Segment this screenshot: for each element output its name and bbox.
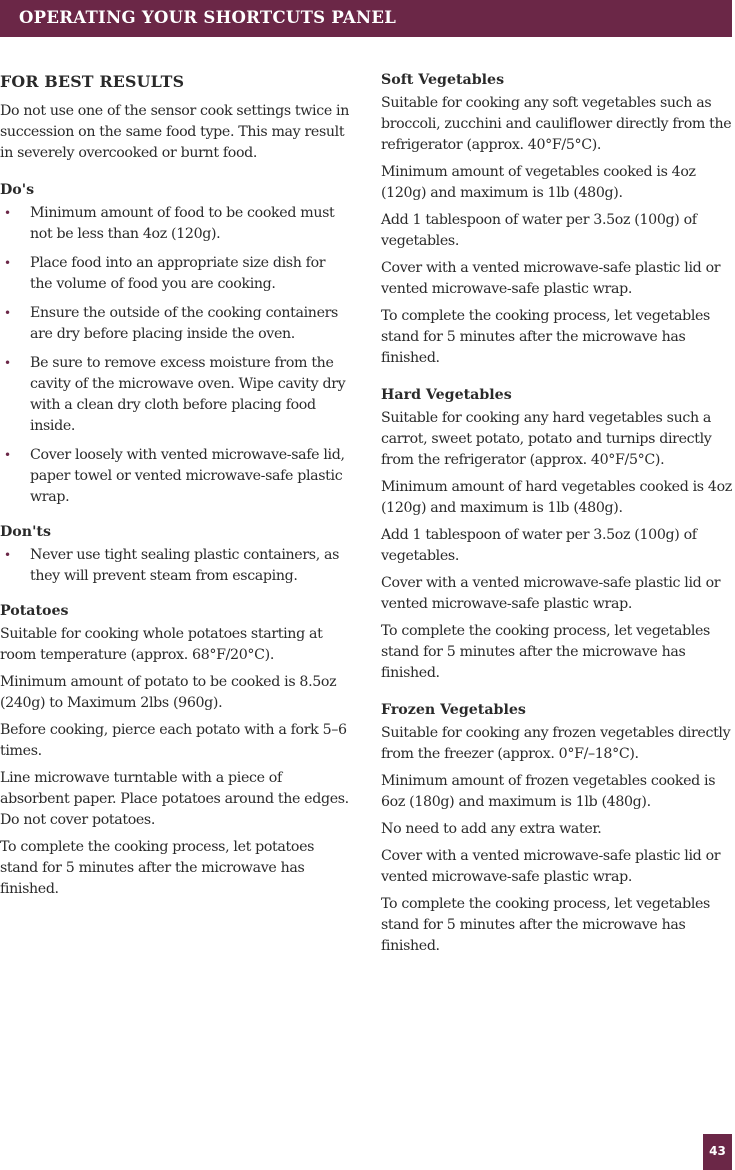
dos-heading: Do's [0, 182, 35, 198]
potatoes-paragraph: Suitable for cooking whole potatoes starting at room temperature (approx. 68°F/20°C). [0, 626, 323, 663]
list-item: • Be sure to remove excess moisture from the cavity of the microwave oven. Wipe cavity dry with a clean dry cloth before placing food inside. [4, 355, 346, 434]
soft-vegetables-paragraph: To complete the cooking process, let vegetables stand for 5 minutes after the microwave has finished. [381, 308, 710, 366]
hard-vegetables-paragraph: Cover with a vented microwave-safe plastic lid or vented microwave-safe plastic wrap. [381, 575, 721, 612]
page-title: OPERATING YOUR SHORTCUTS PANEL [19, 8, 397, 27]
hard-vegetables-paragraph: Add 1 tablespoon of water per 3.5oz (100g) of vegetables. [381, 527, 697, 564]
dos-list [0, 203, 350, 508]
bullet-icon: • [4, 206, 11, 220]
bullet-icon: • [4, 448, 11, 462]
frozen-vegetables-heading: Frozen Vegetables [381, 702, 526, 718]
bullet-icon: • [4, 548, 11, 562]
best-results-text: Do not use one of the sensor cook settings twice in succession on the same food type. This may result in severely overcooked or burnt food. [0, 103, 350, 161]
list-item: • Place food into an appropriate size dish for the volume of food you are cooking. [4, 255, 326, 292]
hard-vegetables-paragraph: Minimum amount of hard vegetables cooked is 4oz (120g) and maximum is 1lb (480g). [381, 479, 732, 516]
donts-list [0, 545, 350, 587]
soft-vegetables-heading: Soft Vegetables [381, 72, 505, 88]
soft-vegetables-paragraph: Suitable for cooking any soft vegetables such as broccoli, zucchini and cauliflower directly from the refrigerator (approx. 40°F/5°C). [381, 95, 732, 153]
donts-heading: Don'ts [0, 524, 51, 540]
soft-vegetables-paragraph: Cover with a vented microwave-safe plastic lid or vented microwave-safe plastic wrap. [381, 260, 721, 297]
frozen-vegetables-paragraph: No need to add any extra water. [381, 821, 602, 837]
bullet-icon: • [4, 356, 11, 370]
potatoes-paragraph: Minimum amount of potato to be cooked is 8.5oz (240g) to Maximum 2lbs (960g). [0, 674, 337, 711]
bullet-icon: • [4, 256, 11, 270]
potatoes-heading: Potatoes [0, 603, 69, 619]
soft-vegetables-paragraph: Minimum amount of vegetables cooked is 4oz (120g) and maximum is 1lb (480g). [381, 164, 696, 201]
list-item: • Never use tight sealing plastic containers, as they will prevent steam from escaping. [4, 547, 340, 584]
best-results-heading: FOR BEST RESULTS [0, 72, 185, 91]
header-bar [0, 0, 732, 37]
frozen-vegetables-paragraph: Cover with a vented microwave-safe plastic lid or vented microwave-safe plastic wrap. [381, 848, 721, 885]
hard-vegetables-heading: Hard Vegetables [381, 387, 512, 403]
left-column [0, 60, 350, 906]
hard-vegetables-paragraph: To complete the cooking process, let vegetables stand for 5 minutes after the microwave has finished. [381, 623, 710, 681]
page-number-badge [703, 1134, 732, 1170]
soft-vegetables-paragraph: Add 1 tablespoon of water per 3.5oz (100g) of vegetables. [381, 212, 697, 249]
bullet-icon: • [4, 306, 11, 320]
hard-vegetables-paragraph: Suitable for cooking any hard vegetables such a carrot, sweet potato, potato and turnips directly from the refrigerator (approx. 40°F/5°C). [381, 410, 712, 468]
potatoes-paragraph: Before cooking, pierce each potato with a fork 5–6 times. [0, 722, 347, 759]
potatoes-paragraph: Line microwave turntable with a piece of absorbent paper. Place potatoes around the edges. Do not cover potatoes. [0, 770, 349, 828]
list-item: • Ensure the outside of the cooking containers are dry before placing inside the oven. [4, 305, 338, 342]
page-number: 43 [709, 1144, 726, 1158]
potatoes-paragraph: To complete the cooking process, let potatoes stand for 5 minutes after the microwave has finished. [0, 839, 315, 897]
frozen-vegetables-paragraph: Suitable for cooking any frozen vegetables directly from the freezer (approx. 0°F/–18°C). [381, 725, 731, 762]
frozen-vegetables-paragraph: To complete the cooking process, let vegetables stand for 5 minutes after the microwave has finished. [381, 896, 710, 954]
list-item: • Cover loosely with vented microwave-safe lid, paper towel or vented microwave-safe plastic wrap. [4, 447, 345, 505]
right-column [381, 60, 735, 963]
frozen-vegetables-paragraph: Minimum amount of frozen vegetables cooked is 6oz (180g) and maximum is 1lb (480g). [381, 773, 716, 810]
list-item: • Minimum amount of food to be cooked must not be less than 4oz (120g). [4, 205, 335, 242]
